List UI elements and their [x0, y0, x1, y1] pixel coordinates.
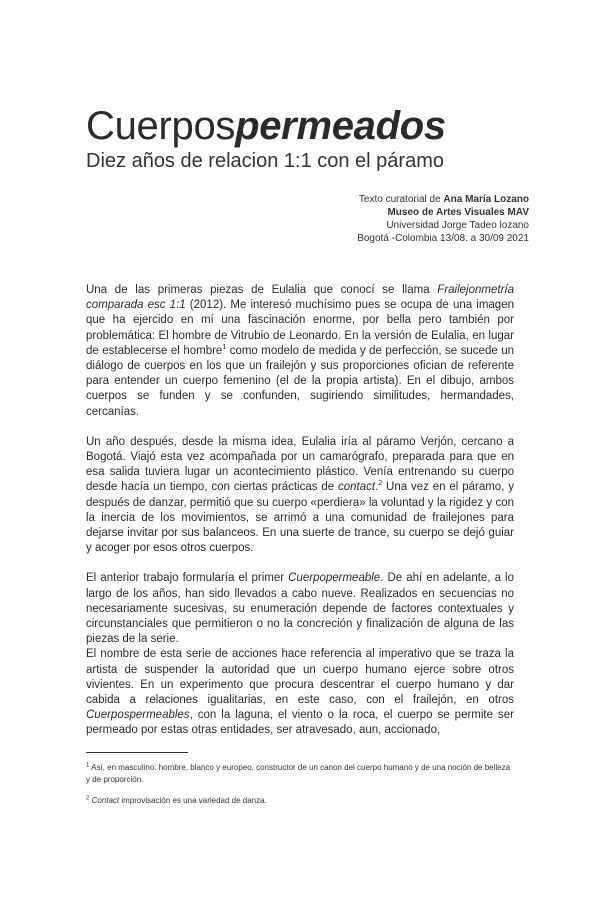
p1-artwork-title: Frailejonmetría comparada esc 1:1: [86, 284, 514, 312]
credits-block: [357, 193, 529, 245]
p1-text-d: como modelo de medida y de perfección, se sucede un diálogo de cuerpos en los que un frailejón y sus proporciones ofician de referente para entender un cuerpo femenino (el de la propia artista). En el dibujo, ambos cuerpos se funden y se confunden, sugiriendo similitudes, hermandades, cercanías.: [86, 344, 514, 418]
page-title: [86, 104, 446, 148]
footnote-1-text: Así, en masculino: hombre, blanco y europeo, constructor de un canon del cuerpo humano y de una noción de belleza y de proporción.: [86, 763, 511, 784]
footnote-2-text: improvisación es una variedad de danza.: [119, 796, 267, 805]
footnote-ref-2[interactable]: 2: [378, 480, 383, 488]
footnote-1-number: 1: [86, 762, 90, 769]
p2-text-d: Una vez en el páramo, y después de danzar, permitió que su cuerpo «perdiera» la voluntad y la rigidez y con la inercia de los movimientos, se arrimó a una comunidad de frailejones para dejarse invitar por sus balanceos. En una suerte de trance, su cuerpo se dejó guiar y acoger por esos otros cuerpos.: [86, 481, 514, 555]
university-name: Universidad Jorge Tadeo lozano: [386, 220, 529, 231]
footnotes: [86, 762, 514, 807]
paragraph-1: [86, 283, 514, 420]
place-dates: Bogotá -Colombia 13/08. a 30/09 2021: [357, 233, 529, 244]
title-bold-part: permeados: [235, 104, 446, 148]
p4-text-c: , con la laguna, el viento o la roca, el cuerpo se permite ser permeado por estas otras entidades, ser atravesado, aun, accionado,: [86, 709, 514, 737]
p1-text-c: (2012). Me interesó muchísimo pues se ocupa de una imagen que ha ejercido en mí una fascinación enorme, por bella pero también por problemática: El hombre de Vitrubio de Leonardo. En la versión de Eulalia, en lugar de establecerse el hombre: [86, 299, 514, 357]
p4-series-title: Cuerpospermeables: [86, 709, 190, 722]
p2-contact-term: contact: [338, 481, 376, 494]
footnote-2: [86, 795, 514, 807]
curator-line: [357, 193, 529, 206]
footnote-ref-1[interactable]: 1: [222, 343, 227, 351]
p3-series-title: Cuerpopermeable: [288, 572, 381, 585]
p1-text-a: Una de las primeras piezas de Eulalia que conocí se llama: [86, 284, 438, 296]
footnote-1: [86, 762, 514, 785]
museum-name: Museo de Artes Visuales MAV: [387, 207, 529, 218]
footnote-2-number: 2: [86, 795, 90, 802]
footnote-divider: [86, 752, 188, 753]
p3-text-c: . De ahí en adelante, a lo largo de los años, han sido llevados a cabo nueve. Realizados en secuencias no necesariamente sucesivas, su enumeración depende de factores contextuales y circunstanciales que permitieron o no la concreción y finalización de alguna de las piezas de la serie.: [86, 572, 514, 646]
p4-text-a: El nombre de esta serie de acciones hace referencia al imperativo que se traza la artista de suspender la autoridad que un cuerpo humano ejerce sobre otros vivientes. En un experimento que procura descentrar el cuerpo humano y dar cabida a relaciones igualitarias, en este caso, con el frailejón, en otros: [86, 648, 514, 707]
curator-prefix: Texto curatorial de: [358, 194, 444, 205]
p3-text-a: El anterior trabajo formularía el primer: [86, 572, 289, 585]
page-subtitle: Diez años de relacion 1:1 con el páramo: [86, 150, 444, 172]
body-text: [86, 283, 514, 739]
curator-name: Ana María Lozano: [443, 194, 529, 205]
p2-text-c: .: [375, 481, 379, 494]
paragraph-4: [86, 647, 514, 738]
title-light-part: Cuerpos: [86, 104, 236, 148]
paragraph-3: [86, 571, 514, 647]
footnote-2-italic: Contact: [91, 796, 120, 805]
p2-text-a: Un año después, desde la misma idea, Eulalia iría al páramo Verjón, cercano a Bogotá. Viajó esta vez acompañada por un camarógrafo, preparada para que en esa salida tuviera lugar un acontecimiento plástico. Venía entrenando su cuerpo desde hacía un tiempo, con ciertas prácticas de: [86, 435, 514, 494]
paragraph-2: [86, 435, 514, 557]
